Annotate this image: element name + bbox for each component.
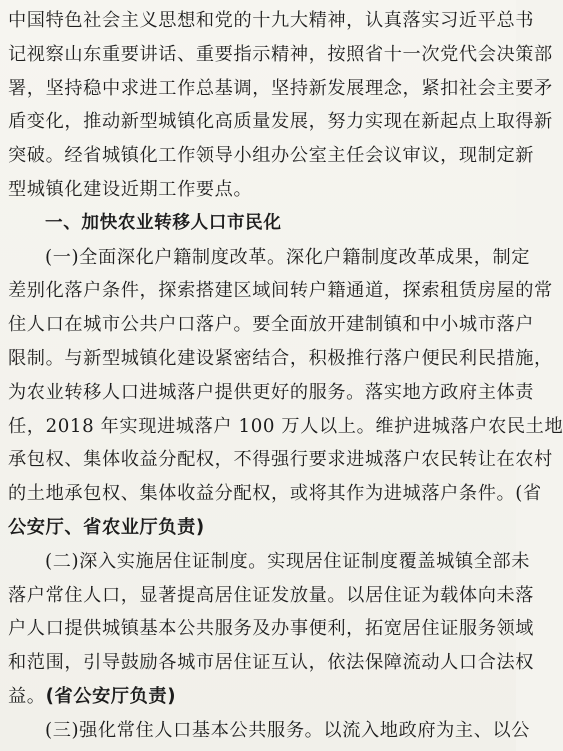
body-line: 落户常住人口，显著提高居住证发放量。以居住证为载体向未落: [8, 584, 535, 606]
paragraph-lead: (一)全面深化户籍制度改革。: [45, 246, 286, 268]
paragraph-first-line: [8, 714, 531, 748]
body-line: 限制。与新型城镇化建设紧密结合，积极推行落户便民利民措施，: [8, 347, 553, 369]
body-line: 户人口提供城镇基本公共服务及办事便利，拓宽居住证服务领域: [8, 618, 535, 640]
paragraph-first-line: [8, 545, 531, 579]
body-line: 盾变化，推动新型城镇化高质量发展，努力实现在新起点上取得新: [8, 111, 553, 133]
responsible-note: 公安厅、省农业厅负责): [8, 516, 205, 538]
responsible-line: [8, 511, 508, 545]
body-line: 型城镇化建设近期工作要点。: [8, 178, 253, 200]
body-line: 住人口在城市公共户口落户。要全面放开建制镇和中小城市落户: [8, 314, 535, 336]
paragraph-lead: (二)深入实施居住证制度。: [45, 550, 268, 572]
paragraph-text: 实现居住证制度覆盖城镇全部未: [267, 550, 531, 572]
body-line: 差别化落户条件，探索搭建区域间转户籍通道，探索租赁房屋的常: [8, 280, 553, 302]
responsible-note: (省公安厅负责): [45, 685, 177, 707]
body-line: 任，2018 年实现进城落户 100 万人以上。维护进城落户农民土地: [8, 415, 563, 437]
body-line: 突破。经省城镇化工作领导小组办公室主任会议审议，现制定新: [8, 145, 535, 167]
paragraph-text: 益。: [8, 685, 46, 707]
body-line: 为农业转移人口进城落户提供更好的服务。落实地方政府主体责: [8, 381, 535, 403]
section-heading: 一、加快农业转移人口市民化: [45, 212, 282, 233]
body-line: 和范围，引导鼓励各城市居住证互认，依法保障流动人口合法权: [8, 652, 535, 674]
paragraph-lead: (三)强化常住人口基本公共服务。: [45, 719, 324, 741]
paragraph-text: 以流入地政府为主、以公: [323, 719, 531, 741]
body-line: 署，坚持稳中求进工作总基调，坚持新发展理念，紧扣社会主要矛: [8, 77, 553, 99]
body-line: 记视察山东重要讲话、重要指示精神，按照省十一次党代会决策部: [8, 43, 553, 65]
body-line: 的土地承包权、集体收益分配权，或将其作为进城落户条件。(省: [8, 483, 542, 505]
paragraph-first-line: [8, 241, 531, 275]
paragraph-text: 深化户籍制度改革成果，制定: [285, 246, 531, 268]
responsible-line: [8, 680, 508, 714]
body-line: 承包权、集体收益分配权，不得强行要求进城落户农民转让在农村: [8, 449, 553, 471]
body-line: 中国特色社会主义思想和党的十九大精神，认真落实习近平总书: [8, 10, 535, 31]
